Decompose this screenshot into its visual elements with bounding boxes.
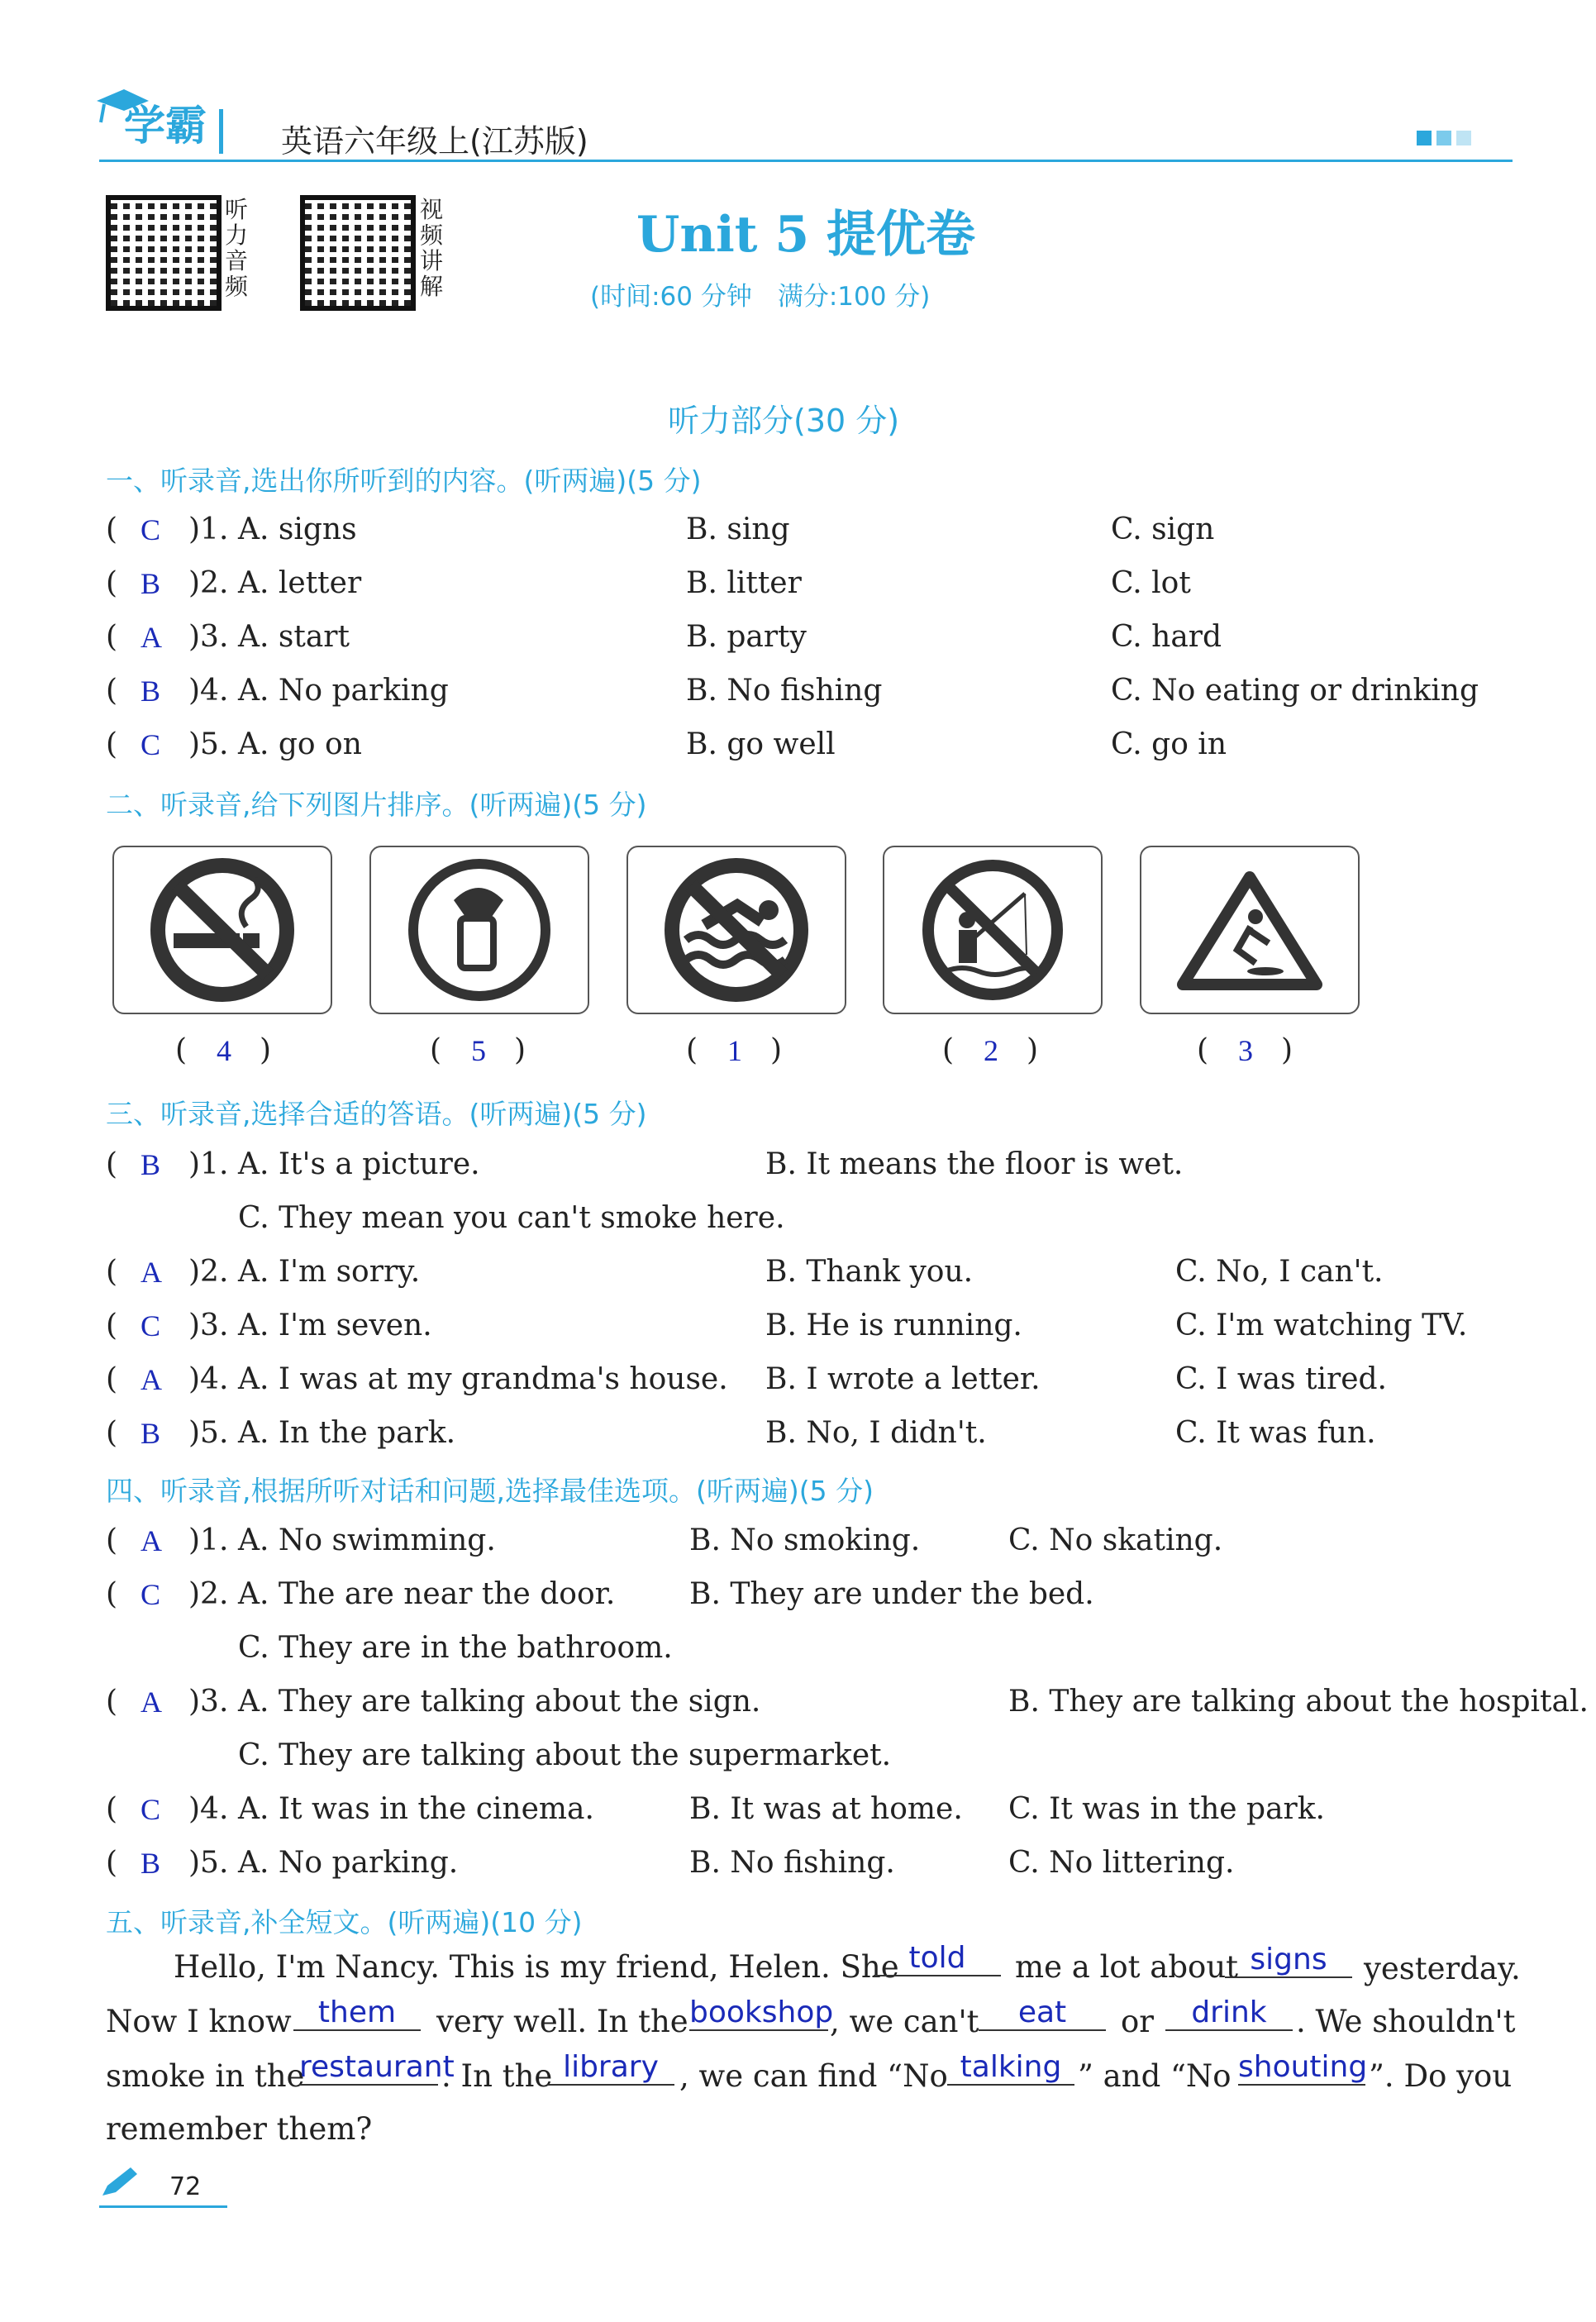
option-c[interactable]: C. sign	[1111, 513, 1215, 546]
option-c[interactable]: C. No littering.	[1008, 1846, 1235, 1880]
answer-letter[interactable]: A	[141, 1256, 162, 1289]
passage-text: Now I know	[106, 2004, 292, 2039]
question-number: )4.	[188, 674, 229, 708]
brand-logo: 学霸	[124, 102, 207, 150]
answer-letter[interactable]: B	[141, 567, 161, 600]
option-a[interactable]: A. go on	[238, 727, 362, 761]
answer-bracket-open: (	[106, 566, 118, 600]
question-number: )5.	[188, 1846, 229, 1880]
passage-text: , we can't	[830, 2004, 979, 2039]
option-a[interactable]: A. They are talking about the sign.	[238, 1685, 761, 1719]
option-b[interactable]: B. They are talking about the hospital.	[1008, 1685, 1589, 1719]
option-b[interactable]: B. It means the floor is wet.	[765, 1147, 1184, 1181]
answer-bracket-open: (	[942, 1033, 955, 1067]
answer-letter[interactable]: B	[141, 675, 161, 708]
answer-letter[interactable]: B	[141, 1148, 161, 1181]
question-number: )3.	[188, 1685, 229, 1719]
answer-bracket-open: (	[1197, 1033, 1209, 1067]
option-c[interactable]: C. They are in the bathroom.	[238, 1631, 673, 1665]
answer-bracket-close: )	[514, 1033, 526, 1067]
answer-letter[interactable]: B	[141, 1417, 161, 1450]
answer-letter[interactable]: C	[141, 1578, 161, 1611]
question-number: )3.	[188, 620, 229, 654]
section4-heading: 四、听录音,根据所听对话和问题,选择最佳选项。(听两遍)(5 分)	[106, 1475, 874, 1507]
no-fishing-sign-icon	[883, 846, 1103, 1014]
passage-text: ” and “No	[1078, 2058, 1232, 2094]
option-b[interactable]: B. No, I didn't.	[765, 1416, 987, 1450]
no-smoking-sign-icon	[112, 846, 332, 1014]
option-c[interactable]: C. lot	[1111, 566, 1191, 600]
blank-5[interactable]: eat	[979, 1995, 1106, 2031]
answer-letter[interactable]: C	[141, 1793, 161, 1826]
option-c[interactable]: C. I'm watching TV.	[1175, 1309, 1468, 1342]
passage-text: very well. In the	[436, 2004, 688, 2039]
answer-letter[interactable]: A	[141, 1363, 162, 1396]
option-a[interactable]: A. No parking	[238, 674, 449, 708]
answer-bracket-open: (	[106, 1147, 118, 1181]
question-number: )1.	[188, 1523, 229, 1557]
passage-text: me a lot about	[1015, 1949, 1239, 1985]
option-c[interactable]: C. It was fun.	[1175, 1416, 1376, 1450]
answer-bracket-open: (	[106, 1416, 118, 1450]
option-b[interactable]: B. They are under the bed.	[689, 1577, 1094, 1611]
header-square	[1417, 131, 1432, 145]
option-c[interactable]: C. They mean you can't smoke here.	[238, 1201, 785, 1235]
passage-text: Hello, I'm Nancy. This is my friend, Helen. She	[174, 1949, 899, 1985]
answer-bracket-close: )	[1027, 1033, 1039, 1067]
no-littering-sign-icon	[369, 846, 589, 1014]
answer-letter[interactable]: C	[141, 1309, 161, 1342]
answer-bracket-open: (	[106, 1685, 118, 1719]
option-a[interactable]: A. It's a picture.	[238, 1147, 480, 1181]
picture-order-answer[interactable]: 4	[217, 1034, 231, 1067]
option-b[interactable]: B. No smoking.	[689, 1523, 921, 1557]
blank-8[interactable]: library	[547, 2050, 674, 2086]
header-rule	[99, 160, 1513, 162]
blank-3[interactable]: them	[293, 1995, 421, 2031]
answer-bracket-open: (	[175, 1033, 188, 1067]
passage-text: smoke in the	[106, 2058, 305, 2094]
answer-letter[interactable]: A	[141, 621, 162, 654]
option-b[interactable]: B. No fishing	[686, 674, 883, 708]
passage-text: remember them?	[106, 2111, 373, 2147]
blank-9[interactable]: talking	[947, 2050, 1074, 2086]
page-number: 72	[169, 2172, 202, 2201]
book-title: 英语六年级上(江苏版)	[281, 123, 588, 160]
option-a[interactable]: A. It was in the cinema.	[238, 1792, 594, 1826]
option-b[interactable]: B. He is running.	[765, 1309, 1022, 1342]
blank-7[interactable]: restaurant	[299, 2050, 455, 2084]
option-c[interactable]: C. No skating.	[1008, 1523, 1223, 1557]
answer-bracket-open: (	[686, 1033, 698, 1067]
video-qr-label: 视频讲解	[420, 196, 444, 300]
option-c[interactable]: C. go in	[1111, 727, 1227, 761]
option-a[interactable]: A. No swimming.	[238, 1523, 496, 1557]
wet-floor-sign-icon	[1140, 846, 1360, 1014]
brand-divider	[219, 109, 223, 154]
option-a[interactable]: A. In the park.	[238, 1416, 456, 1450]
answer-bracket-open: (	[430, 1033, 442, 1067]
picture-order-answer[interactable]: 3	[1238, 1034, 1253, 1067]
answer-letter[interactable]: A	[141, 1524, 162, 1557]
question-number: )2.	[188, 1255, 229, 1289]
option-b[interactable]: B. Thank you.	[765, 1255, 974, 1289]
question-number: )4.	[188, 1792, 229, 1826]
blank-10[interactable]: shouting	[1238, 2050, 1368, 2084]
answer-letter[interactable]: C	[141, 728, 161, 761]
section1-heading: 一、听录音,选出你所听到的内容。(听两遍)(5 分)	[106, 465, 702, 497]
option-c[interactable]: C. They are talking about the supermarket.	[238, 1738, 892, 1772]
answer-bracket-close: )	[770, 1033, 783, 1067]
page-title: Unit 5 提优卷	[636, 206, 975, 264]
option-a[interactable]: A. start	[238, 620, 350, 654]
picture-order-answer[interactable]: 5	[471, 1034, 486, 1067]
option-c[interactable]: C. I was tired.	[1175, 1362, 1387, 1396]
answer-bracket-open: (	[106, 513, 118, 546]
page-subtitle: (时间:60 分钟 满分:100 分)	[590, 282, 931, 312]
question-number: )2.	[188, 1577, 229, 1611]
listen-qr-label: 听力音频	[225, 196, 249, 300]
section3-heading: 三、听录音,选择合适的答语。(听两遍)(5 分)	[106, 1098, 647, 1130]
header-square	[1436, 131, 1451, 145]
answer-letter[interactable]: A	[141, 1685, 162, 1719]
answer-bracket-open: (	[106, 1523, 118, 1557]
question-number: )5.	[188, 727, 229, 761]
question-number: )1.	[188, 1147, 229, 1181]
passage-text: . We shouldn't	[1296, 2004, 1516, 2039]
question-number: )1.	[188, 513, 229, 546]
answer-bracket-open: (	[106, 1255, 118, 1289]
option-b[interactable]: B. go well	[686, 727, 836, 761]
listen-qr-code[interactable]	[106, 195, 222, 311]
answer-bracket-close: )	[260, 1033, 272, 1067]
option-c[interactable]: C. It was in the park.	[1008, 1792, 1325, 1826]
answer-bracket-close: )	[1281, 1033, 1293, 1067]
question-number: )2.	[188, 566, 229, 600]
option-c[interactable]: C. No, I can't.	[1175, 1255, 1384, 1289]
option-b[interactable]: B. It was at home.	[689, 1792, 963, 1826]
passage-text: yesterday.	[1364, 1951, 1521, 1986]
answer-bracket-open: (	[106, 1577, 118, 1611]
answer-bracket-open: (	[106, 1792, 118, 1826]
answer-letter[interactable]: B	[141, 1847, 161, 1880]
picture-order-answer[interactable]: 2	[984, 1034, 998, 1067]
option-c[interactable]: C. No eating or drinking	[1111, 674, 1479, 708]
answer-bracket-open: (	[106, 727, 118, 761]
answer-bracket-open: (	[106, 1309, 118, 1342]
option-a[interactable]: A. I'm sorry.	[238, 1255, 421, 1289]
option-a[interactable]: A. No parking.	[238, 1846, 459, 1880]
passage-text: ”. Do you	[1369, 2058, 1513, 2094]
passage-text: . In the	[441, 2058, 553, 2094]
header-square	[1456, 131, 1471, 145]
blank-2[interactable]: signs	[1225, 1943, 1352, 1978]
question-number: )5.	[188, 1416, 229, 1450]
option-a[interactable]: A. letter	[238, 566, 362, 600]
blank-4[interactable]: bookshop	[689, 1995, 834, 2029]
option-b[interactable]: B. litter	[686, 566, 802, 600]
video-qr-code[interactable]	[300, 195, 416, 311]
answer-bracket-open: (	[106, 1846, 118, 1880]
no-swimming-sign-icon	[626, 846, 846, 1014]
question-number: )3.	[188, 1309, 229, 1342]
option-a[interactable]: A. I'm seven.	[238, 1309, 432, 1342]
footer-rule	[99, 2205, 227, 2208]
section5-heading: 五、听录音,补全短文。(听两遍)(10 分)	[106, 1906, 583, 1938]
answer-bracket-open: (	[106, 1362, 118, 1396]
part-title: 听力部分(30 分)	[668, 403, 900, 439]
option-a[interactable]: A. signs	[238, 513, 357, 546]
option-b[interactable]: B. sing	[686, 513, 790, 546]
option-b[interactable]: B. party	[686, 620, 807, 654]
blank-1[interactable]: told	[874, 1941, 1001, 1976]
passage-text: , we can find “No	[679, 2058, 948, 2094]
blank-6[interactable]: drink	[1165, 1995, 1293, 2031]
pencil-icon	[99, 2166, 141, 2199]
option-b[interactable]: B. I wrote a letter.	[765, 1362, 1041, 1396]
picture-order-answer[interactable]: 1	[727, 1034, 742, 1067]
option-a[interactable]: A. I was at my grandma's house.	[238, 1362, 728, 1396]
passage-text: or	[1121, 2004, 1154, 2039]
answer-bracket-open: (	[106, 620, 118, 654]
option-a[interactable]: A. The are near the door.	[238, 1577, 616, 1611]
question-number: )4.	[188, 1362, 229, 1396]
option-b[interactable]: B. No fishing.	[689, 1846, 895, 1880]
answer-letter[interactable]: C	[141, 513, 161, 546]
option-c[interactable]: C. hard	[1111, 620, 1222, 654]
answer-bracket-open: (	[106, 674, 118, 708]
section2-heading: 二、听录音,给下列图片排序。(听两遍)(5 分)	[106, 789, 647, 821]
